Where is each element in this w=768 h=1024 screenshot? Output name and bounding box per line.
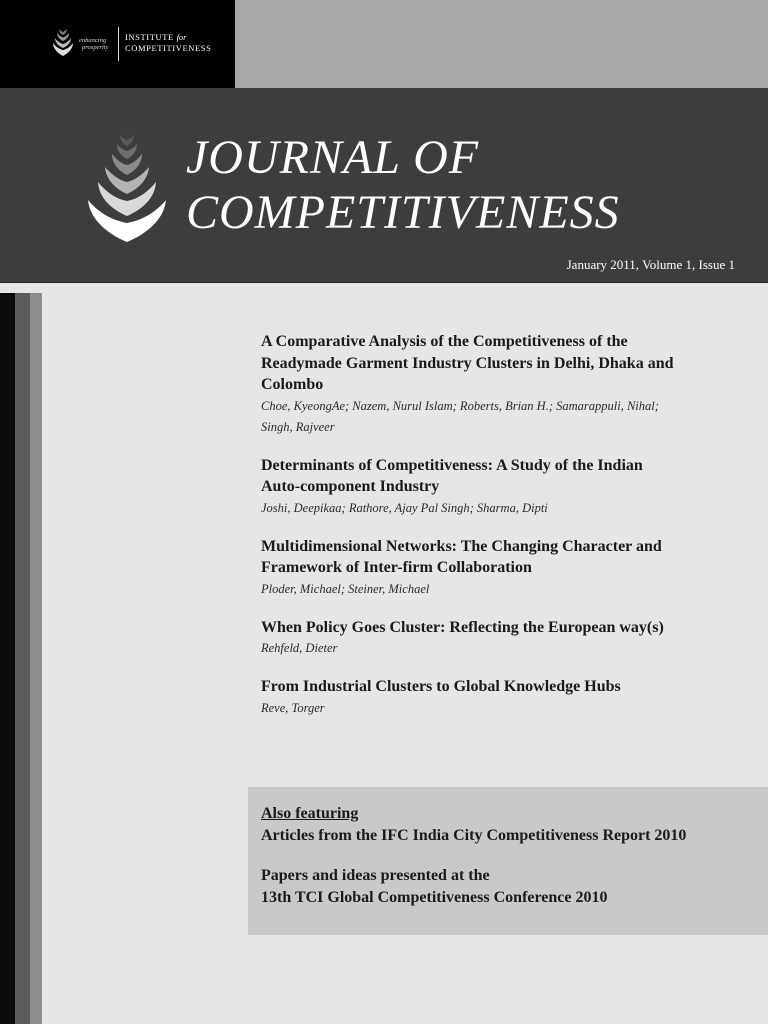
also-featuring-box [248,787,768,935]
decor-stripe-mid [15,293,30,1024]
also-featuring-heading: Also featuring [261,805,359,822]
article-title[interactable]: From Industrial Clusters to Global Knowledge Hubs [261,678,621,695]
article-title[interactable]: Multidimensional Networks: The Changing Character and Framework of Inter-firm Collaboration [261,537,662,576]
issue-info: January 2011, Volume 1, Issue 1 [566,257,735,272]
article-authors: Reve, Torger [261,700,325,715]
leaf-sprout-icon [86,124,168,246]
institute-name: INSTITUTE for COMPETITIVENESS [125,32,212,53]
article-title[interactable]: A Comparative Analysis of the Competitiveness of the Readymade Garment Industry Clusters in Delhi, Dhaka and Colombo [261,333,674,393]
featuring-item: 13th TCI Global Competitiveness Conference 2010 [261,889,608,906]
institute-tagline: enhancing prosperity [79,37,109,51]
article-item[interactable] [261,536,741,600]
article-item[interactable] [261,617,741,660]
article-item[interactable] [261,676,741,719]
masthead [0,88,768,283]
article-item[interactable] [261,455,741,519]
institute-header [0,0,235,88]
institute-divider [118,27,119,61]
article-title[interactable]: Determinants of Competitiveness: A Study of the Indian Auto-component Industry [261,456,643,495]
article-authors: Rehfeld, Dieter [261,641,338,655]
decor-stripe-dark [0,293,15,1024]
journal-title: JOURNAL OF COMPETITIVENESS [186,131,620,239]
featuring-item: Articles from the IFC India City Competitiveness Report 2010 [261,827,687,844]
featuring-item: Papers and ideas presented at the [261,867,490,884]
article-item[interactable] [261,331,741,438]
article-title[interactable]: When Policy Goes Cluster: Reflecting the European way(s) [261,618,664,636]
article-authors: Choe, KyeongAe; Nazem, Nurul Islam; Roberts, Brian H.; Samarappuli, Nihal; Singh, Rajveer [261,398,659,434]
article-authors: Joshi, Deepikaa; Rathore, Ajay Pal Singh; Sharma, Dipti [261,500,548,515]
article-authors: Ploder, Michael; Steiner, Michael [261,581,430,596]
article-list [261,331,741,736]
decor-stripe-light [30,293,42,1024]
leaf-sprout-icon [48,24,78,58]
